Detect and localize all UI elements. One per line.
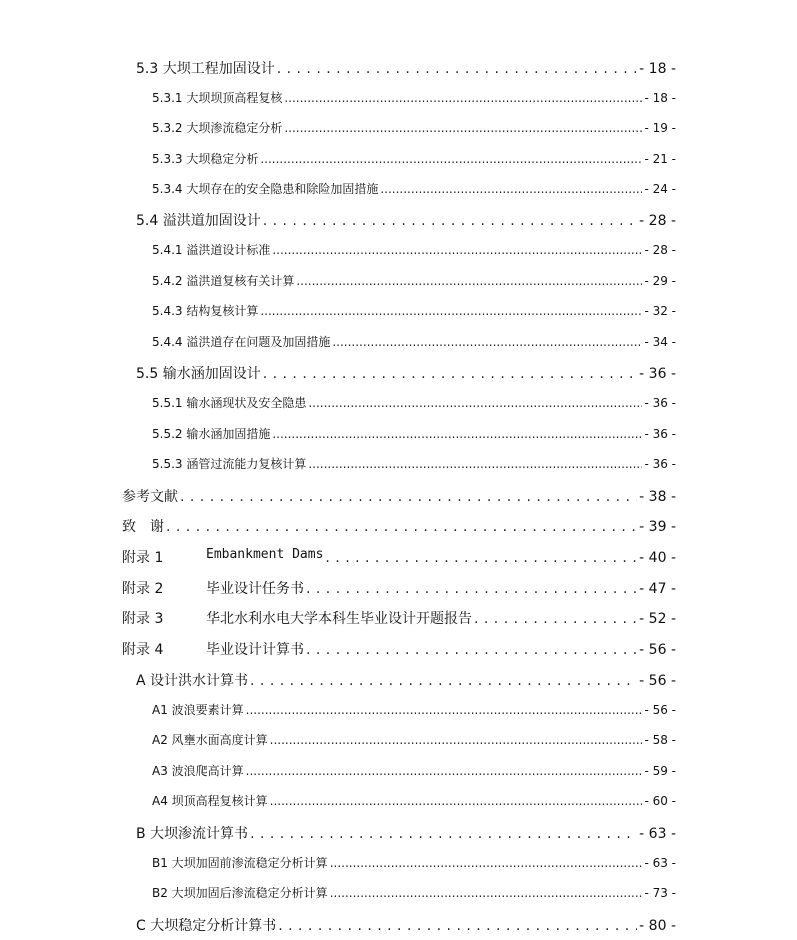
toc-entry-page: - 73 - xyxy=(644,886,676,900)
toc-entry[interactable] xyxy=(152,731,676,748)
toc-entry[interactable] xyxy=(152,180,676,197)
toc-entry-label: 5.5.1 输水涵现状及安全隐患 xyxy=(152,396,307,410)
toc-leader-dots xyxy=(306,642,637,658)
appendix-number: 附录 4 xyxy=(122,642,164,658)
toc-appendix-label xyxy=(122,608,472,628)
toc-entry[interactable] xyxy=(152,762,676,779)
toc-leader-dots xyxy=(277,61,637,77)
toc-entry-page: - 28 - xyxy=(644,243,676,257)
toc-entry-page: - 19 - xyxy=(644,121,676,135)
appendix-title: 毕业设计计算书 xyxy=(206,642,304,658)
toc-entry-label: B 大坝渗流计算书 xyxy=(136,826,249,842)
toc-entry[interactable] xyxy=(152,333,676,350)
toc-entry[interactable] xyxy=(136,670,676,690)
toc-entry-page: - 52 - xyxy=(639,611,676,627)
appendix-number: 附录 1 xyxy=(122,550,164,566)
toc-entry-page: - 18 - xyxy=(639,61,676,77)
toc-entry-page: - 56 - xyxy=(644,703,676,717)
toc-entry-page: - 40 - xyxy=(639,550,676,566)
toc-entry-label: B2 大坝加固后渗流稳定分析计算 xyxy=(152,886,328,900)
toc-entry-label: 5.4.3 结构复核计算 xyxy=(152,304,259,318)
toc-appendix-entry[interactable] xyxy=(122,578,676,598)
toc-leader-dots xyxy=(330,856,643,870)
toc-appendix-label xyxy=(122,578,304,598)
toc-leader-dots xyxy=(250,673,637,689)
toc-entry-label: 5.3 大坝工程加固设计 xyxy=(136,61,275,77)
toc-entry-page: - 28 - xyxy=(639,213,676,229)
toc-leader-dots xyxy=(325,550,637,566)
toc-entry-page: - 80 - xyxy=(639,918,676,934)
appendix-title: 华北水利水电大学本科生毕业设计开题报告 xyxy=(206,611,472,627)
toc-leader-dots xyxy=(380,182,642,196)
toc-leader-dots xyxy=(474,611,637,627)
toc-entry[interactable] xyxy=(152,150,676,167)
toc-entry[interactable] xyxy=(152,455,676,472)
toc-entry-label: 5.3.2 大坝渗流稳定分析 xyxy=(152,121,283,135)
toc-leader-dots xyxy=(263,366,637,382)
toc-leader-dots xyxy=(278,918,637,934)
toc-leader-dots xyxy=(308,457,642,471)
toc-entry[interactable] xyxy=(152,884,676,901)
toc-entry-label: A2 风壅水面高度计算 xyxy=(152,733,268,747)
toc-entry-label: 5.4 溢洪道加固设计 xyxy=(136,213,261,229)
toc-entry[interactable] xyxy=(152,241,676,258)
toc-entry-page: - 60 - xyxy=(644,794,676,808)
toc-entry-page: - 47 - xyxy=(639,581,676,597)
toc-entry-page: - 39 - xyxy=(639,519,676,535)
toc-entry-page: - 56 - xyxy=(639,673,676,689)
appendix-number: 附录 2 xyxy=(122,581,164,597)
toc-leader-dots xyxy=(260,152,642,166)
toc-entry-page: - 56 - xyxy=(639,642,676,658)
toc-leader-dots xyxy=(284,121,642,135)
toc-entry[interactable] xyxy=(152,425,676,442)
toc-appendix-entry[interactable] xyxy=(122,639,676,659)
appendix-title: Embankment Dams xyxy=(206,547,324,562)
toc-appendix-label xyxy=(122,547,323,567)
toc-entry-label: 5.3.1 大坝坝顶高程复核 xyxy=(152,91,283,105)
toc-entry-page: - 36 - xyxy=(639,366,676,382)
toc-leader-dots xyxy=(332,335,642,349)
toc-entry-label: 5.4.1 溢洪道设计标准 xyxy=(152,243,271,257)
toc-entry-page: - 36 - xyxy=(644,427,676,441)
toc-entry-label: 5.3.4 大坝存在的安全隐患和除险加固措施 xyxy=(152,182,379,196)
appendix-number: 附录 3 xyxy=(122,611,164,627)
toc-leader-dots xyxy=(166,519,637,535)
toc-entry-label: A4 坝顶高程复核计算 xyxy=(152,794,268,808)
toc-leader-dots xyxy=(270,733,643,747)
toc-entry-label: 5.4.2 溢洪道复核有关计算 xyxy=(152,274,295,288)
toc-entry[interactable] xyxy=(136,823,676,843)
toc-entry-label: 5.4.4 溢洪道存在问题及加固措施 xyxy=(152,335,331,349)
toc-entry[interactable] xyxy=(152,854,676,871)
toc-entry-page: - 59 - xyxy=(644,764,676,778)
toc-entry-page: - 63 - xyxy=(639,826,676,842)
toc-leader-dots xyxy=(284,91,642,105)
toc-entry[interactable] xyxy=(122,516,676,536)
toc-leader-dots xyxy=(296,274,642,288)
toc-entry-page: - 58 - xyxy=(644,733,676,747)
toc-entry[interactable] xyxy=(136,58,676,78)
appendix-title: 毕业设计任务书 xyxy=(206,581,304,597)
toc-entry-page: - 38 - xyxy=(639,489,676,505)
toc-entry-label: 5.5.2 输水涵加固措施 xyxy=(152,427,271,441)
toc-entry[interactable] xyxy=(136,210,676,230)
toc-entry[interactable] xyxy=(136,363,676,383)
toc-entry[interactable] xyxy=(152,119,676,136)
toc-appendix-entry[interactable] xyxy=(122,608,676,628)
toc-entry-label: A3 波浪爬高计算 xyxy=(152,764,244,778)
toc-entry-label: 参考文献 xyxy=(122,489,178,505)
toc-entry[interactable] xyxy=(152,792,676,809)
toc-entry-page: - 63 - xyxy=(644,856,676,870)
toc-entry-label: 致 谢 xyxy=(122,519,164,535)
toc-entry-page: - 21 - xyxy=(644,152,676,166)
toc-entry-page: - 34 - xyxy=(644,335,676,349)
toc-leader-dots xyxy=(246,764,643,778)
toc-leader-dots xyxy=(306,581,637,597)
toc-leader-dots xyxy=(260,304,642,318)
toc-leader-dots xyxy=(272,243,642,257)
toc-appendix-entry[interactable] xyxy=(122,547,676,567)
toc-leader-dots xyxy=(246,703,643,717)
toc-entry-label: 5.5 输水涵加固设计 xyxy=(136,366,261,382)
toc-entry-label: C 大坝稳定分析计算书 xyxy=(136,918,277,934)
toc-entry-page: - 24 - xyxy=(644,182,676,196)
toc-leader-dots xyxy=(180,489,637,505)
toc-entry[interactable] xyxy=(152,302,676,319)
toc-entry-page: - 36 - xyxy=(644,457,676,471)
toc-leader-dots xyxy=(272,427,642,441)
toc-entry-label: 5.3.3 大坝稳定分析 xyxy=(152,152,259,166)
toc-entry-label: A1 波浪要素计算 xyxy=(152,703,244,717)
toc-entry[interactable] xyxy=(136,915,676,935)
toc-leader-dots xyxy=(330,886,643,900)
toc-leader-dots xyxy=(308,396,642,410)
toc-entry-label: A 设计洪水计算书 xyxy=(136,673,249,689)
toc-entry-page: - 32 - xyxy=(644,304,676,318)
toc-entry[interactable] xyxy=(152,701,676,718)
toc-entry-page: - 36 - xyxy=(644,396,676,410)
toc-entry-label: 5.5.3 涵管过流能力复核计算 xyxy=(152,457,307,471)
toc-entry[interactable] xyxy=(122,486,676,506)
toc-leader-dots xyxy=(250,826,637,842)
toc-entry[interactable] xyxy=(152,272,676,289)
toc-entry[interactable] xyxy=(152,394,676,411)
toc-entry-label: B1 大坝加固前渗流稳定分析计算 xyxy=(152,856,328,870)
toc-entry-page: - 29 - xyxy=(644,274,676,288)
toc-entry[interactable] xyxy=(152,89,676,106)
toc-leader-dots xyxy=(263,213,637,229)
toc-entry-page: - 18 - xyxy=(644,91,676,105)
toc-appendix-label xyxy=(122,639,304,659)
toc-leader-dots xyxy=(270,794,643,808)
